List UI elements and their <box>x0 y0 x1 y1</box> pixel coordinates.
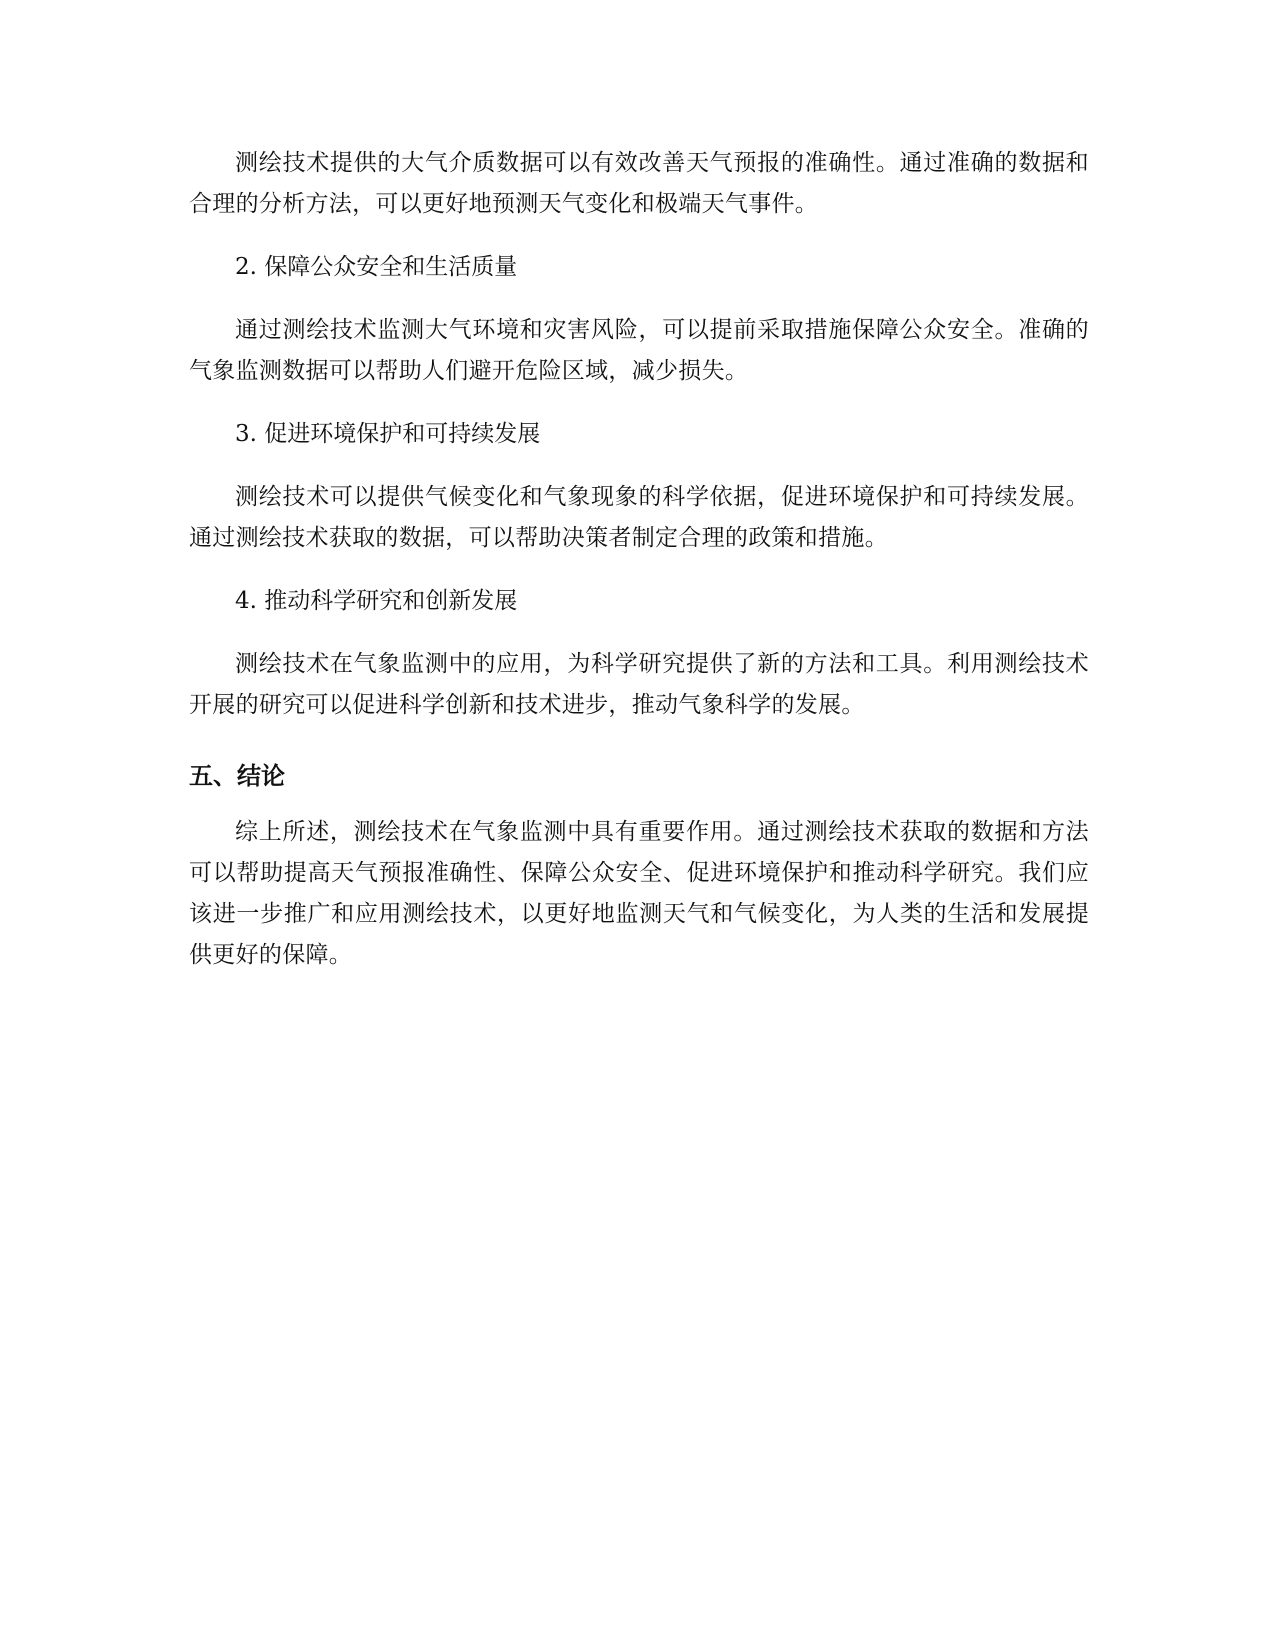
paragraph-environment: 测绘技术可以提供气候变化和气象现象的科学依据，促进环境保护和可持续发展。通过测绘技术获取的数据，可以帮助决策者制定合理的政策和措施。 <box>189 484 1089 551</box>
section-heading-conclusion: 五、结论 <box>189 762 285 790</box>
document-page <box>189 143 1089 998</box>
paragraph-weather-forecast: 测绘技术提供的大气介质数据可以有效改善天气预报的准确性。通过准确的数据和合理的分析方法，可以更好地预测天气变化和极端天气事件。 <box>189 150 1089 217</box>
paragraph-research: 测绘技术在气象监测中的应用，为科学研究提供了新的方法和工具。利用测绘技术开展的研究可以促进科学创新和技术进步，推动气象科学的发展。 <box>189 651 1089 718</box>
paragraph-conclusion: 综上所述，测绘技术在气象监测中具有重要作用。通过测绘技术获取的数据和方法可以帮助提高天气预报准确性、保障公众安全、促进环境保护和推动科学研究。我们应该进一步推广和应用测绘技术，以更好地监测天气和气候变化，为人类的生活和发展提供更好的保障。 <box>189 819 1089 968</box>
subheading-research: 4. 推动科学研究和创新发展 <box>235 588 518 614</box>
subheading-environment: 3. 促进环境保护和可持续发展 <box>235 421 541 447</box>
subheading-public-safety: 2. 保障公众安全和生活质量 <box>235 254 518 280</box>
paragraph-public-safety: 通过测绘技术监测大气环境和灾害风险，可以提前采取措施保障公众安全。准确的气象监测数据可以帮助人们避开危险区域，减少损失。 <box>189 317 1089 384</box>
